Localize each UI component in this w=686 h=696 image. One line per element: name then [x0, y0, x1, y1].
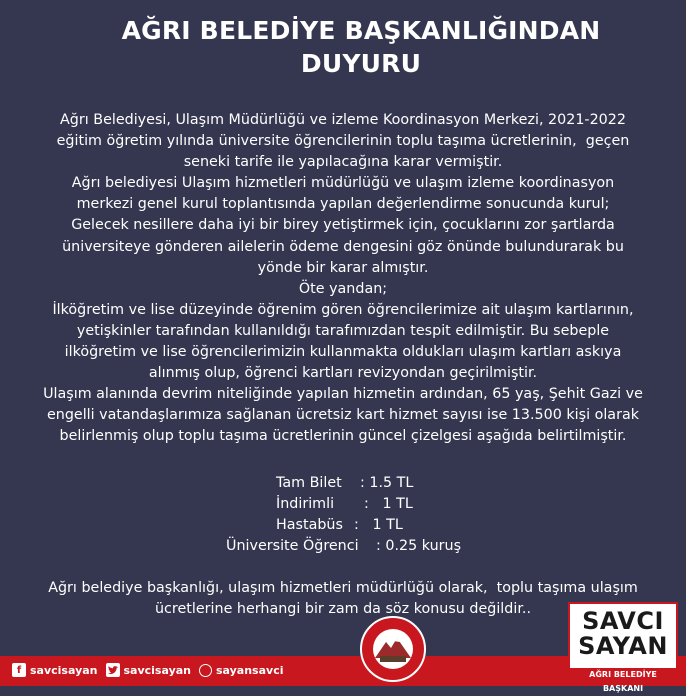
- fare-row: [0, 494, 686, 515]
- body-line: seneki tarife ile yapılacağına karar vermiştir.: [183, 154, 503, 171]
- twitter-handle: savcisayan: [123, 663, 191, 677]
- body-line: alınmış olup, öğrenci kartları revizyondan geçirilmiştir.: [148, 365, 538, 382]
- fare-value: : 0.25 kuruş: [376, 538, 462, 555]
- body-line: Ağrı belediyesi Ulaşım hizmetleri müdürlüğü ve ulaşım izleme koordinasyon: [71, 175, 615, 192]
- body-line: merkezi genel kurul toplantısında yapılan değerlendirme sonucunda kurul;: [76, 196, 610, 213]
- twitter-icon: [106, 663, 120, 677]
- social-links: [12, 663, 292, 677]
- fare-label: Hastabüs: [276, 517, 343, 534]
- announcement-title: [0, 14, 686, 80]
- body-line: engelli vatandaşlarımıza sağlanan ücretsiz kart hizmet sayısı ise 13.500 kişi olarak: [46, 407, 639, 424]
- body-line: Öte yandan;: [298, 280, 388, 297]
- brand-name-line-2: SAYAN: [578, 632, 668, 660]
- fare-table: [0, 473, 686, 557]
- body-line: üniversiteye gönderen ailelerin ödeme dengesini göz önünde bulundurarak bu: [62, 238, 624, 255]
- instagram-link[interactable]: [199, 664, 284, 677]
- title-line-2: DUYURU: [300, 49, 422, 78]
- body-line: Gelecek nesillere daha iyi bir birey yetiştirmek için, çocuklarını zor şartlarda: [71, 217, 615, 234]
- fare-label: Üniversite Öğrenci: [226, 538, 359, 555]
- fare-value: : 1 TL: [364, 496, 413, 513]
- fare-value: : 1.5 TL: [360, 475, 414, 491]
- announcement-body: [14, 110, 672, 448]
- twitter-link[interactable]: [106, 663, 192, 677]
- body-line: belirlenmiş olup toplu taşıma ücretlerinin güncel çizelgesi aşağıda belirtilmiştir.: [59, 428, 627, 445]
- title-line-1: AĞRI BELEDİYE BAŞKANLIĞINDAN: [121, 16, 601, 45]
- facebook-handle: savcisayan: [30, 663, 98, 677]
- closing-line: Ağrı belediye başkanlığı, ulaşım hizmetleri müdürlüğü olarak, toplu taşıma ulaşım: [48, 580, 638, 596]
- municipality-seal-logo: [360, 616, 426, 682]
- fare-label: İndirimli: [276, 496, 335, 513]
- instagram-icon: [199, 664, 212, 677]
- body-line: yetişkinler tarafından kullanıldığı tarafımızdan tespit edilmiştir. Bu sebeple: [76, 322, 610, 339]
- body-line: ilköğretim ve lise öğrencilerimizin kullanmakta oldukları ulaşım kartları askıya: [64, 344, 622, 361]
- brand-name-line-1: SAVCI: [582, 607, 664, 635]
- fare-label: Tam Bilet: [276, 475, 342, 491]
- closing-line: ücretlerine herhangi bir zam da söz konusu değildir..: [155, 601, 531, 618]
- body-line: eğitim öğretim yılında üniversite öğrencilerinin toplu taşıma ücretlerinin, geçen: [56, 133, 630, 150]
- body-line: yönde bir karar almıştır.: [257, 259, 429, 276]
- fare-row: [0, 536, 686, 557]
- body-line: İlköğretim ve lise düzeyinde öğrenim gören öğrencilerimize ait ulaşım kartlarının,: [52, 301, 634, 318]
- fare-value: : 1 TL: [354, 517, 403, 534]
- fare-row: [0, 515, 686, 536]
- fare-row: [0, 473, 686, 494]
- facebook-link[interactable]: [12, 663, 98, 677]
- instagram-handle: sayansavci: [216, 663, 284, 677]
- brand-role: AĞRI BELEDİYE BAŞKANI: [570, 668, 676, 682]
- facebook-icon: f: [12, 663, 26, 677]
- body-line: Ağrı Belediyesi, Ulaşım Müdürlüğü ve izleme Koordinasyon Merkezi, 2021-2022: [60, 112, 626, 128]
- body-line: Ulaşım alanında devrim niteliğinde yapılan hizmetin ardından, 65 yaş, Şehit Gazi ve: [43, 386, 643, 403]
- mayor-brand-logo: [568, 602, 678, 693]
